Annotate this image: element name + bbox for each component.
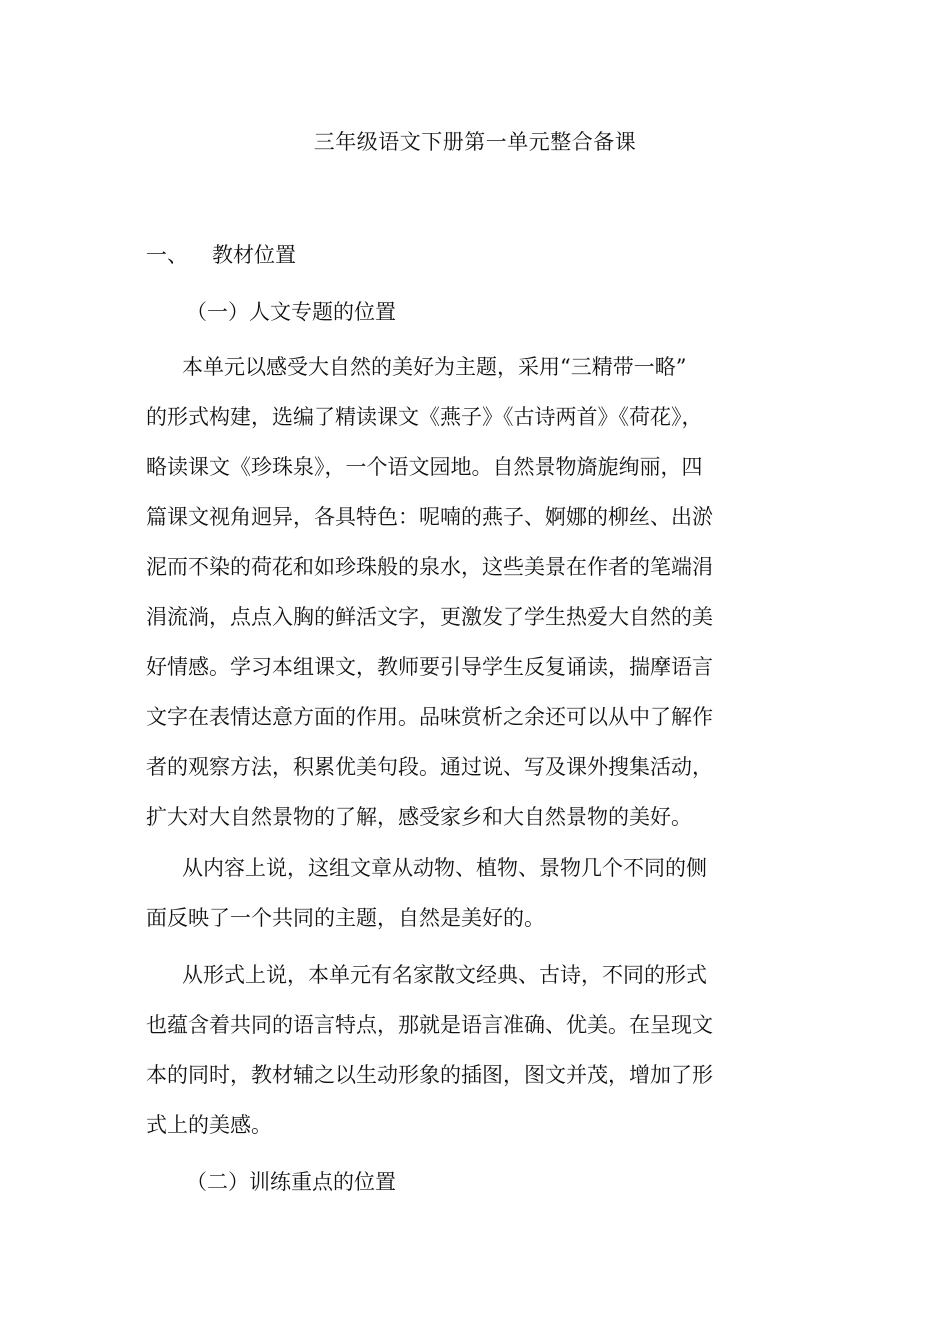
paragraph-line: 从内容上说，这组文章从动物、植物、景物几个不同的侧 — [182, 856, 707, 880]
paragraph-line: 本单元以感受大自然的美好为主题，采用“三精带一略” — [182, 355, 687, 379]
paragraph-2 — [146, 843, 746, 943]
document-title: 三年级语文下册第一单元整合备课 — [313, 130, 637, 154]
paragraph-line: 本的同时，教材辅之以生动形象的插图，图文并茂，增加了形 — [146, 1063, 713, 1087]
paragraph-line: 好情感。学习本组课文，教师要引导学生反复诵读，揣摩语言 — [146, 655, 713, 679]
subsection-heading-2: （二）训练重点的位置 — [186, 1170, 396, 1194]
paragraph-line: 从形式上说，本单元有名家散文经典、古诗，不同的形式 — [182, 963, 707, 987]
paragraph-line: 文字在表情达意方面的作用。品味赏析之余还可以从中了解作 — [146, 705, 713, 729]
paragraph-3 — [146, 950, 746, 1150]
paragraph-line: 扩大对大自然景物的了解，感受家乡和大自然景物的美好。 — [146, 805, 692, 829]
paragraph-line: 泥而不染的荷花和如珍珠般的泉水，这些美景在作者的笔端涓 — [146, 555, 713, 579]
paragraph-line: 涓流淌，点点入胸的鲜活文字，更激发了学生热爱大自然的美 — [146, 605, 713, 629]
paragraph-line: 面反映了一个共同的主题，自然是美好的。 — [146, 906, 545, 930]
section-heading-text: 教材位置 — [212, 243, 296, 267]
paragraph-line: 也蕴含着共同的语言特点，那就是语言准确、优美。在呈现文 — [146, 1013, 713, 1037]
paragraph-line: 略读课文《珍珠泉》，一个语文园地。自然景物旖旎绚丽，四 — [146, 455, 703, 479]
section-heading-1 — [146, 239, 296, 269]
subsection-heading-1: （一）人文专题的位置 — [186, 300, 396, 324]
paragraph-line: 者的观察方法，积累优美句段。通过说、写及课外搜集活动， — [146, 755, 713, 779]
paragraph-line: 篇课文视角迥异，各具特色：呢喃的燕子、婀娜的柳丝、出淤 — [146, 505, 713, 529]
paragraph-line: 的形式构建，选编了精读课文《燕子》《古诗两首》《荷花》， — [146, 405, 703, 429]
paragraph-line: 式上的美感。 — [146, 1113, 272, 1137]
paragraph-1 — [146, 342, 746, 842]
section-number: 一、 — [146, 243, 188, 267]
